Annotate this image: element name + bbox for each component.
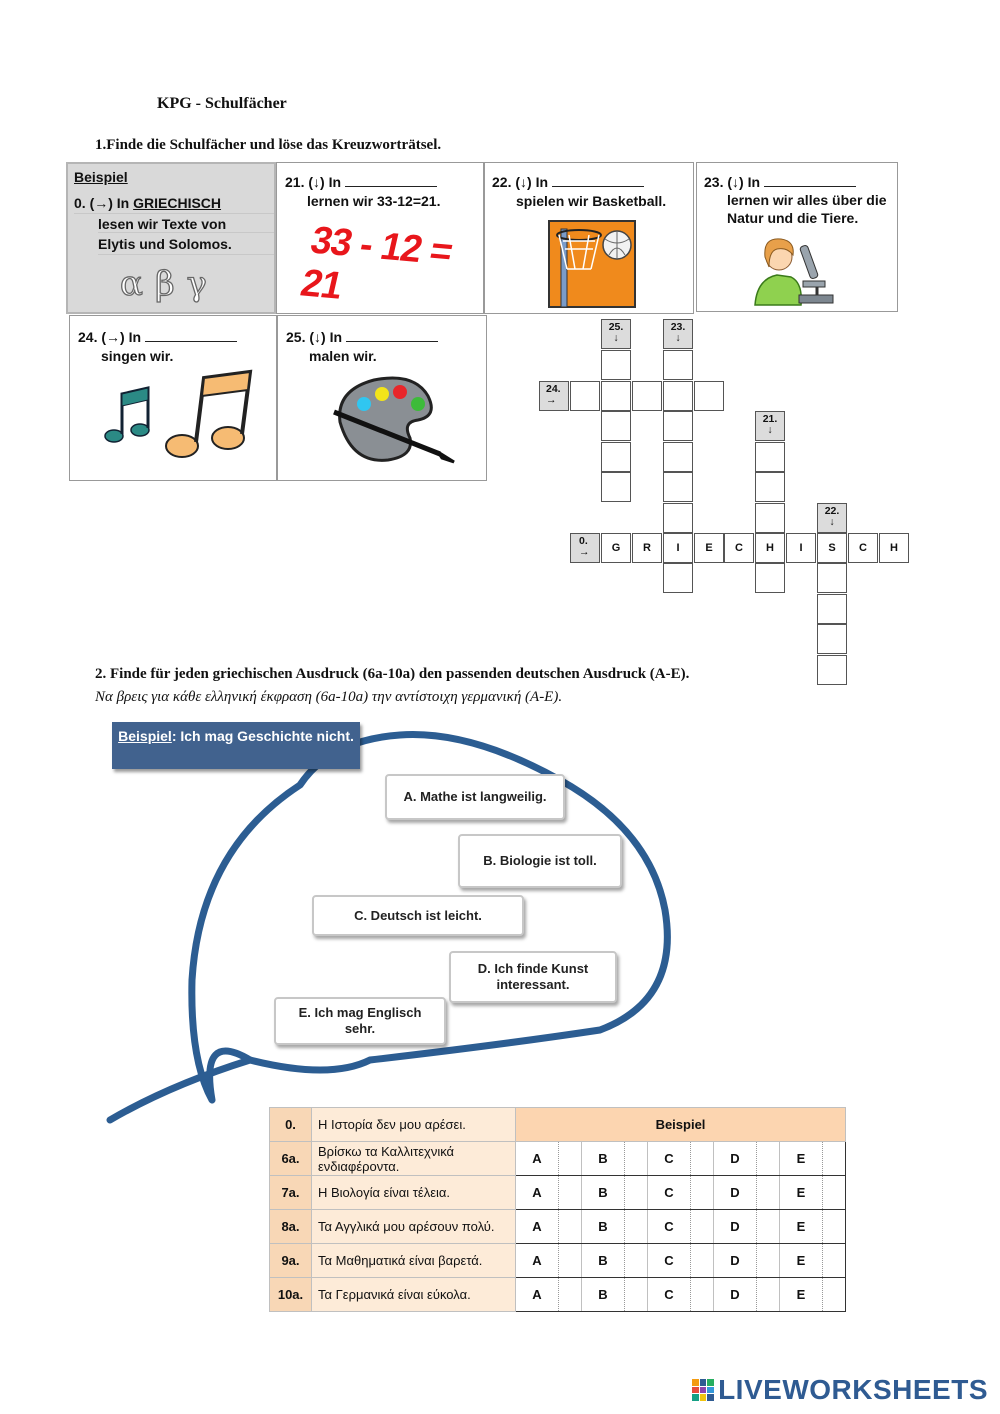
option-c: C [648, 1176, 691, 1210]
answer-box[interactable] [757, 1176, 780, 1210]
option-b: B [582, 1278, 625, 1312]
greek-phrase: Η Βιολογία είναι τέλεια. [312, 1176, 516, 1210]
crossword-cell[interactable] [817, 563, 847, 593]
answer-box[interactable] [823, 1210, 846, 1244]
row-number: 10a. [270, 1278, 312, 1312]
answer-box[interactable] [757, 1278, 780, 1312]
example-line-3: Elytis und Solomos. [98, 236, 274, 255]
option-e: E [780, 1244, 823, 1278]
clue-23-prompt: 23. (↓) In [704, 173, 856, 191]
greek-phrase: Τα Γερμανικά είναι εύκολα. [312, 1278, 516, 1312]
answer-box[interactable] [691, 1244, 714, 1278]
crossword-cell[interactable] [601, 350, 631, 380]
math-equation-image: 33 - 12 = 21 [296, 219, 456, 308]
answer-box[interactable] [625, 1244, 648, 1278]
table-row-example [270, 1108, 846, 1142]
crossword-cell[interactable] [632, 381, 662, 411]
crossword-letter: G [601, 533, 631, 563]
clue-25-text: malen wir. [309, 348, 377, 364]
crossword-letter: R [632, 533, 662, 563]
option-d: D [714, 1176, 757, 1210]
crossword-cell[interactable] [601, 411, 631, 441]
crossword-cell[interactable] [663, 381, 693, 411]
crossword-cell[interactable] [663, 503, 693, 533]
greek-letters-image: αβγ [120, 264, 219, 304]
liveworksheets-logo [692, 1374, 988, 1406]
answer-box[interactable] [691, 1210, 714, 1244]
table-row [270, 1176, 846, 1210]
greek-phrase: Τα Μαθηματικά είναι βαρετά. [312, 1244, 516, 1278]
crossword-number-22: 22. ↓ [817, 503, 847, 533]
example-heading: Beispiel [74, 169, 128, 185]
clue-24-text: singen wir. [101, 348, 174, 364]
crossword-cell[interactable] [601, 381, 631, 411]
crossword-number-0: 0. → [570, 533, 600, 563]
greek-phrase: Η Ιστορία δεν μου αρέσει. [312, 1108, 516, 1142]
clue-22-prompt: 22. (↓) In [492, 173, 644, 191]
answer-box[interactable] [823, 1278, 846, 1312]
crossword-cell[interactable] [601, 472, 631, 502]
example-label: Beispiel [516, 1108, 846, 1142]
page-title: KPG - Schulfächer [157, 95, 287, 112]
crossword-cell[interactable] [755, 563, 785, 593]
option-d: D [714, 1142, 757, 1176]
crossword-cell[interactable] [663, 472, 693, 502]
crossword-number-25: 25. ↓ [601, 319, 631, 349]
logo-grid-icon [692, 1379, 714, 1401]
crossword-cell[interactable] [817, 594, 847, 624]
option-c: C [648, 1142, 691, 1176]
option-e: E [780, 1142, 823, 1176]
answer-box[interactable] [625, 1142, 648, 1176]
answer-box[interactable] [823, 1244, 846, 1278]
option-d-label[interactable]: D. Ich finde Kunst interessant. [449, 951, 617, 1003]
row-number: 8a. [270, 1210, 312, 1244]
row-number: 9a. [270, 1244, 312, 1278]
option-a: A [516, 1176, 559, 1210]
answer-box[interactable] [559, 1244, 582, 1278]
clue-24-prompt: 24. (→) In [78, 328, 237, 346]
option-b-label[interactable]: B. Biologie ist toll. [458, 834, 622, 888]
crossword-cell[interactable] [694, 381, 724, 411]
crossword-cell[interactable] [601, 442, 631, 472]
crossword-letter: C [848, 533, 878, 563]
option-d: D [714, 1210, 757, 1244]
answer-box[interactable] [625, 1278, 648, 1312]
crossword-cell[interactable] [663, 411, 693, 441]
option-c-label[interactable]: C. Deutsch ist leicht. [312, 895, 524, 936]
option-c: C [648, 1278, 691, 1312]
task-2-instruction-greek: Να βρεις για κάθε ελληνική έκφραση (6a-10a) την αντίστοιχη γερμανική (A-E). [95, 689, 563, 705]
crossword-letter: H [755, 533, 785, 563]
example-line-1: 0. (→) In GRIECHISCH [74, 195, 274, 214]
clue-25-prompt: 25. (↓) In [286, 328, 438, 346]
greek-phrase: Τα Αγγλικά μου αρέσουν πολύ. [312, 1210, 516, 1244]
option-e: E [780, 1176, 823, 1210]
row-number: 0. [270, 1108, 312, 1142]
table-row [270, 1210, 846, 1244]
table-row [270, 1278, 846, 1312]
clue-23-text-2: Natur und die Tiere. [727, 210, 859, 226]
crossword-letter: C [724, 533, 754, 563]
crossword-cell[interactable] [663, 442, 693, 472]
clue-22-text: spielen wir Basketball. [516, 193, 667, 209]
crossword-number-23: 23. ↓ [663, 319, 693, 349]
crossword-cell[interactable] [817, 655, 847, 685]
answer-box[interactable] [691, 1176, 714, 1210]
crossword-cell[interactable] [755, 472, 785, 502]
answer-box[interactable] [823, 1142, 846, 1176]
crossword-cell[interactable] [570, 381, 600, 411]
crossword-letter: S [817, 533, 847, 563]
option-b: B [582, 1244, 625, 1278]
logo-text: LIVEWORKSHEETS [718, 1374, 988, 1405]
crossword-number-24: 24. → [539, 381, 569, 411]
option-e-label[interactable]: E. Ich mag Englisch sehr. [274, 997, 446, 1045]
crossword-letter: E [694, 533, 724, 563]
matching-table [269, 1107, 846, 1312]
answer-box[interactable] [823, 1176, 846, 1210]
table-row [270, 1142, 846, 1176]
clue-21-prompt: 21. (↓) In [285, 173, 437, 191]
crossword-cell[interactable] [663, 350, 693, 380]
option-a: A [516, 1278, 559, 1312]
answer-box[interactable] [559, 1142, 582, 1176]
crossword-number-21: 21. ↓ [755, 411, 785, 441]
answer-box[interactable] [757, 1210, 780, 1244]
table-row [270, 1244, 846, 1278]
row-number: 6a. [270, 1142, 312, 1176]
answer-box[interactable] [625, 1210, 648, 1244]
option-d: D [714, 1278, 757, 1312]
crossword-letter: H [879, 533, 909, 563]
task-1-instruction: 1.Finde die Schulfächer und löse das Kreuzworträtsel. [95, 137, 442, 153]
clue-23-text-1: lernen wir alles über die [727, 192, 887, 208]
answer-box[interactable] [625, 1176, 648, 1210]
option-c: C [648, 1210, 691, 1244]
option-a-label[interactable]: A. Mathe ist langweilig. [385, 774, 565, 820]
answer-box[interactable] [691, 1142, 714, 1176]
greek-phrase: Βρίσκω τα Καλλιτεχνικά ενδιαφέροντα. [312, 1142, 516, 1176]
clue-21-text: lernen wir 33-12=21. [307, 193, 441, 209]
crossword-cell[interactable] [755, 503, 785, 533]
answer-box[interactable] [757, 1244, 780, 1278]
row-number: 7a. [270, 1176, 312, 1210]
option-a: A [516, 1210, 559, 1244]
option-a: A [516, 1244, 559, 1278]
answer-box[interactable] [559, 1210, 582, 1244]
option-d: D [714, 1244, 757, 1278]
option-e: E [780, 1278, 823, 1312]
crossword-cell[interactable] [663, 563, 693, 593]
option-a: A [516, 1142, 559, 1176]
answer-box[interactable] [691, 1278, 714, 1312]
answer-box[interactable] [757, 1142, 780, 1176]
example-line-2: lesen wir Texte von [98, 216, 274, 233]
option-e: E [780, 1210, 823, 1244]
bubble-example-banner: Beispiel: Ich mag Geschichte nicht. [112, 722, 360, 769]
answer-box[interactable] [559, 1176, 582, 1210]
task-2-instruction: 2. Finde für jeden griechischen Ausdruck (6a-10a) den passenden deutschen Ausdruck (A-E). [95, 666, 690, 682]
option-b: B [582, 1142, 625, 1176]
option-b: B [582, 1176, 625, 1210]
crossword-cell[interactable] [755, 442, 785, 472]
crossword-letter: I [663, 533, 693, 563]
crossword-cell[interactable] [817, 624, 847, 654]
option-b: B [582, 1210, 625, 1244]
option-c: C [648, 1244, 691, 1278]
crossword-grid [0, 0, 1000, 700]
answer-box[interactable] [559, 1278, 582, 1312]
crossword-letter: I [786, 533, 816, 563]
